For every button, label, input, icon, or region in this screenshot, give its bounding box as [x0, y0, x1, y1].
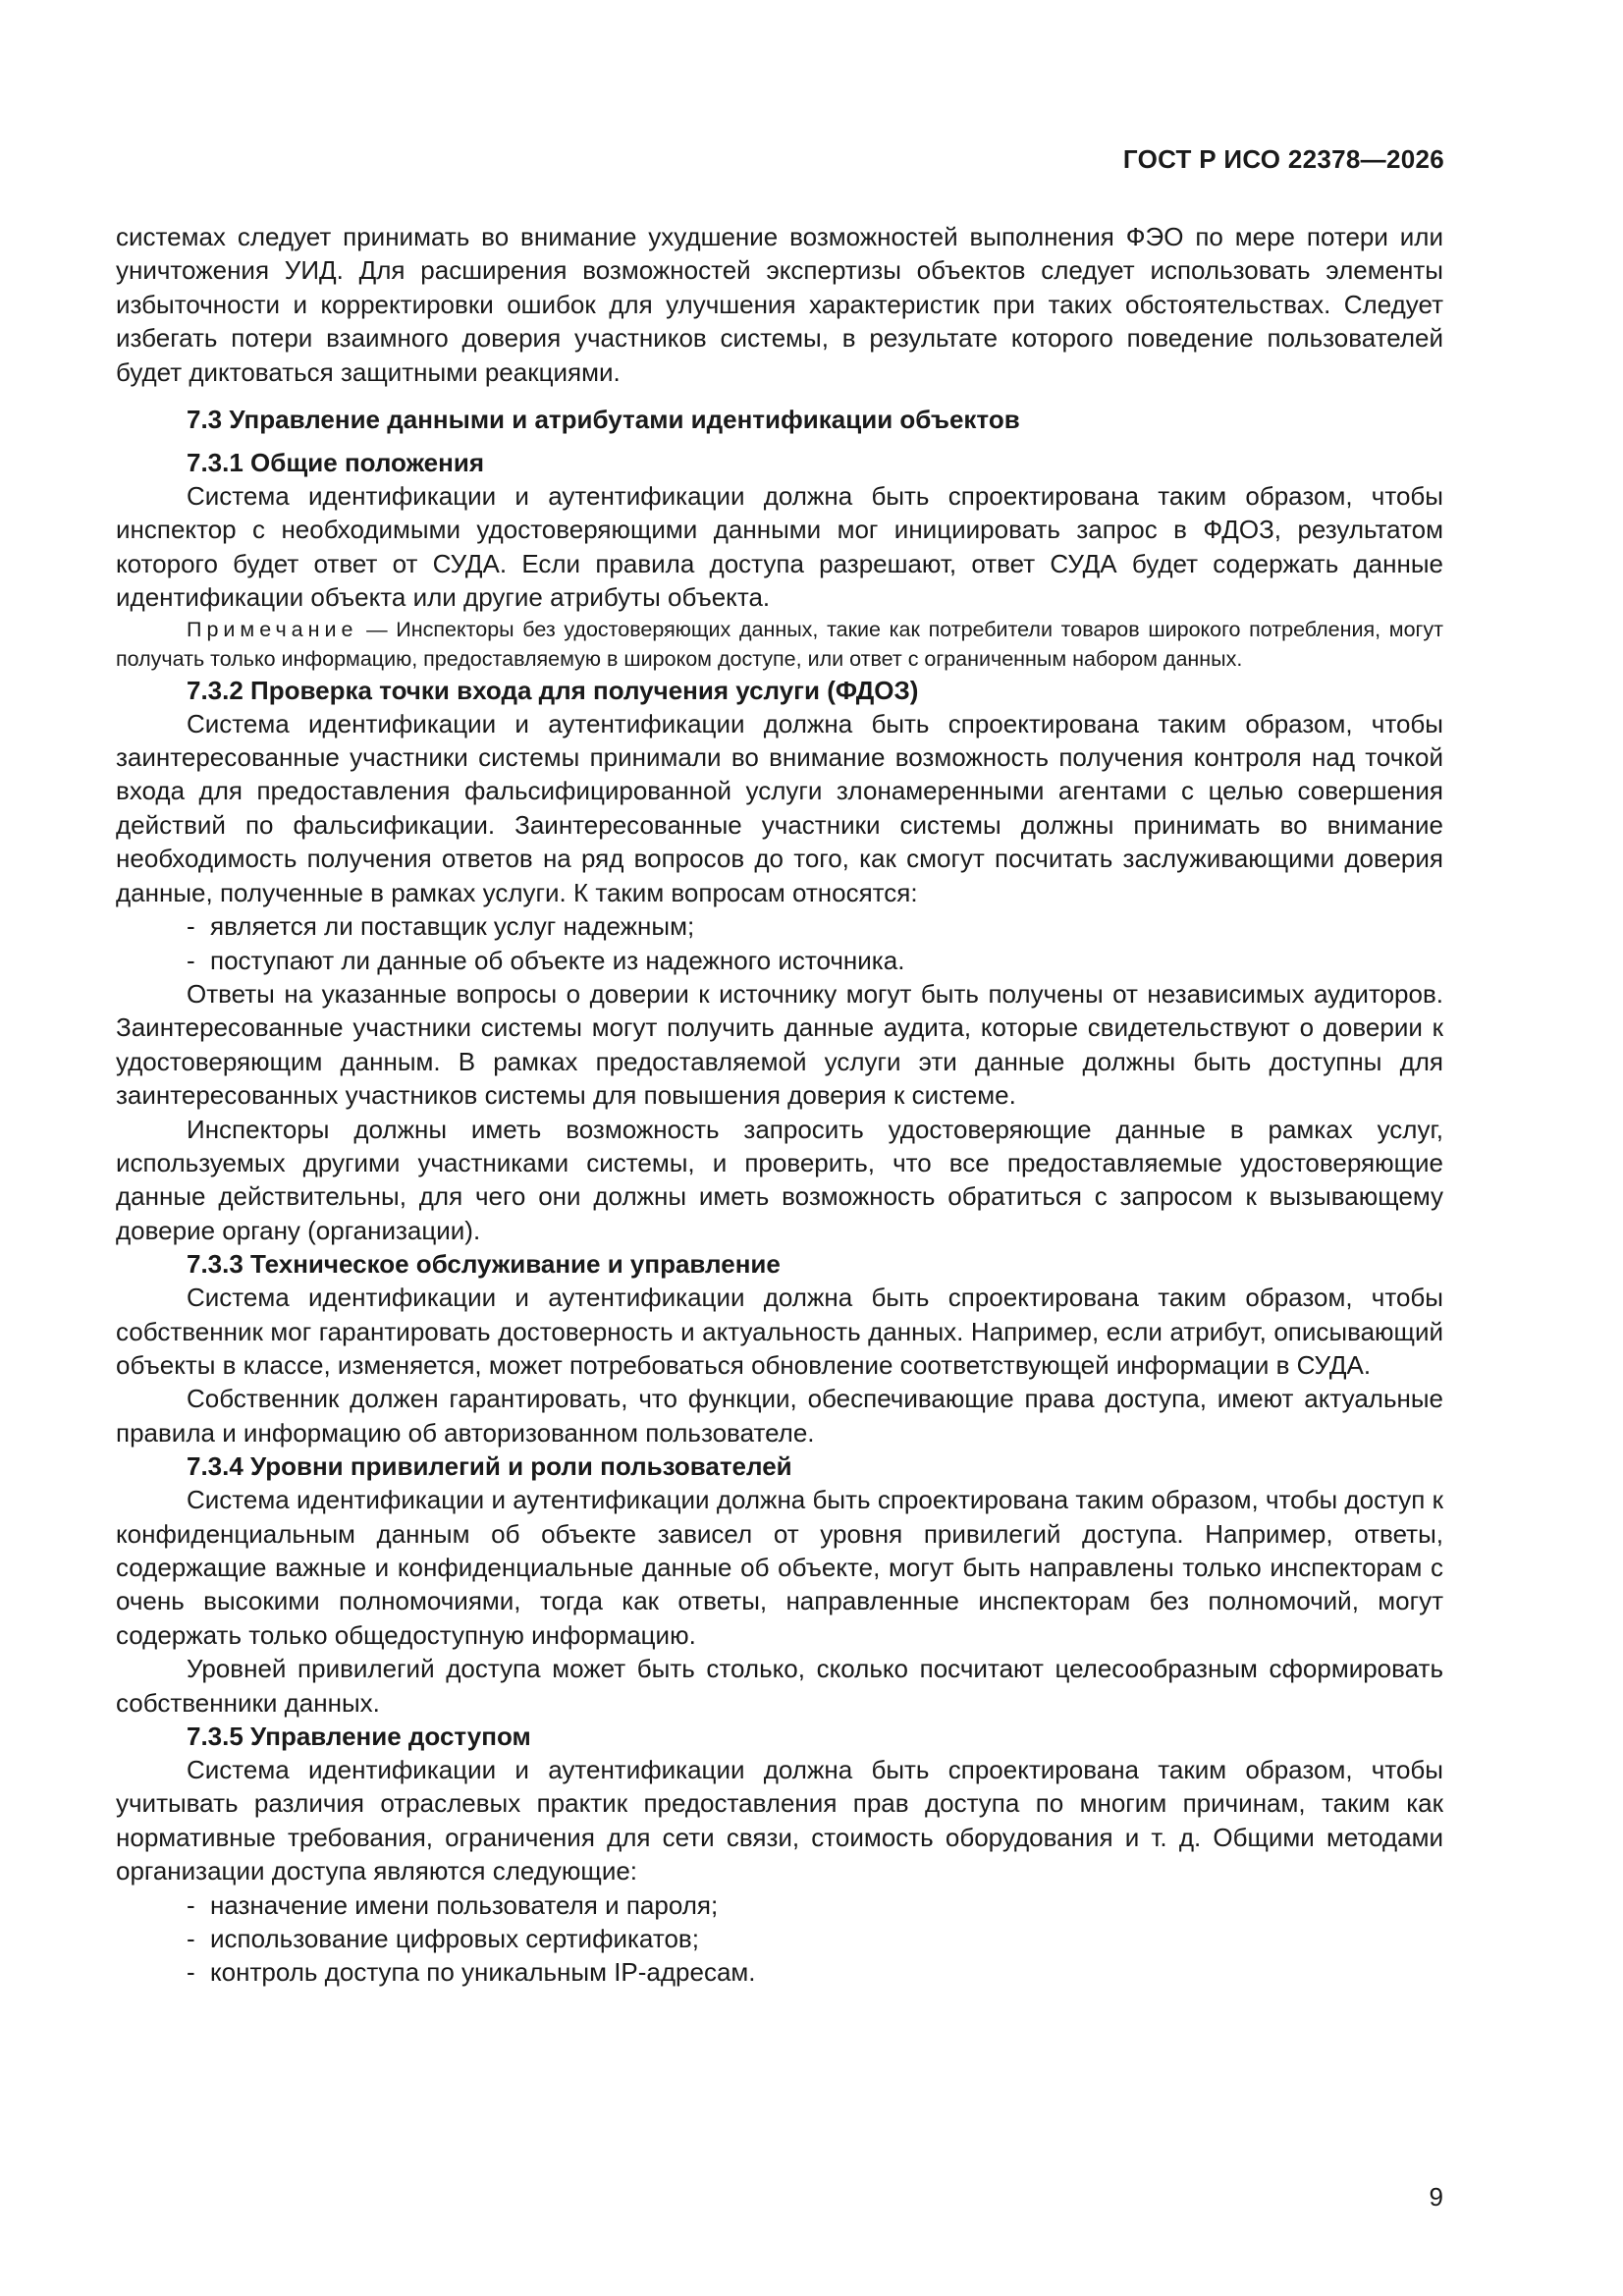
section-7-3-1-paragraph: Система идентификации и аутентификации должна быть спроектирована таким образом, чтобы инспектор с необходимыми удостоверяющими данными мог инициировать запрос в ФДОЗ, результатом которого будет ответ от СУДА. Если правила доступа разрешают, ответ СУДА будет содержать данные идентификации объекта или другие атрибуты объекта. [116, 481, 1443, 613]
section-7-3-3-paragraph-1: Система идентификации и аутентификации должна быть спроектирована таким образом, чтобы собственник мог гарантировать достоверность и актуальность данных. Например, если атрибут, описывающий объекты в классе, изменяется, может потребоваться обновление соответствующей информации в СУДА. [116, 1283, 1443, 1380]
section-7-3-3-heading: 7.3.3 Техническое обслуживание и управление [187, 1249, 781, 1280]
note-label: Примечание [187, 617, 358, 641]
section-7-3-1-heading: 7.3.1 Общие положения [187, 448, 484, 478]
section-7-3-5-list [116, 1888, 1443, 1990]
intro-paragraph: системах следует принимать во внимание ухудшение возможностей выполнения ФЭО по мере потери или уничтожения УИД. Для расширения возможностей экспертизы объектов следует использовать элементы избыточности и корректировки ошибок для улучшения характеристик при таких обстоятельствах. Следует избегать потери взаимного доверия участников системы, в результате которого поведение пользователей будет диктоваться защитными реакциями. [116, 222, 1443, 387]
section-7-3-4-heading: 7.3.4 Уровни привилегий и роли пользователей [187, 1451, 792, 1482]
page-number: 9 [1429, 2182, 1443, 2212]
document-body [116, 220, 1443, 1990]
list-item: - является ли поставщик услуг надежным; [187, 911, 695, 942]
list-item: - контроль доступа по уникальным IP-адресам. [187, 1957, 756, 1988]
section-7-3-5-heading: 7.3.5 Управление доступом [187, 1722, 531, 1752]
section-7-3-heading: 7.3 Управление данными и атрибутами идентификации объектов [187, 405, 1020, 435]
list-item: - назначение имени пользователя и пароля; [187, 1889, 719, 1920]
section-7-3-4-paragraph-1: Система идентификации и аутентификации должна быть спроектирована таким образом, чтобы доступ к конфиденциальным данным об объекте зависел от уровня привилегий доступа. Например, ответы, содержащие важные и конфиденциальные данные об объекте, могут быть направлены только инспекторам с очень высокими полномочиями, тогда как ответы, направленные инспекторам без полномочий, могут содержать только общедоступную информацию. [116, 1485, 1443, 1650]
list-item: - использование цифровых сертификатов; [187, 1924, 699, 1954]
section-7-3-2-heading: 7.3.2 Проверка точки входа для получения услуги (ФДОЗ) [187, 675, 919, 705]
section-7-3-2-paragraph-3: Инспекторы должны иметь возможность запросить удостоверяющие данные в рамках услуг, используемых другими участниками системы, и проверить, что все предоставляемые удостоверяющие данные действительны, для чего они должны иметь возможность обратиться с запросом к вызывающему доверие органу (организации). [116, 1114, 1443, 1245]
note-paragraph [116, 615, 1443, 674]
section-7-3-2-paragraph-1: Система идентификации и аутентификации должна быть спроектирована таким образом, чтобы заинтересованные участники системы принимали во внимание возможность получения контроля над точкой входа для предоставления фальсифицированной услуги злонамеренными агентами с целью совершения действий по фальсификации. Заинтересованные участники системы должны принимать во внимание необходимость получения ответов на ряд вопросов до того, как смогут посчитать заслуживающими доверия данные, полученные в рамках услуги. К таким вопросам относятся: [116, 708, 1443, 907]
section-7-3-4-paragraph-2: Уровней привилегий доступа может быть столько, сколько посчитают целесообразным сформировать собственники данных. [116, 1654, 1443, 1718]
section-7-3-3-paragraph-2: Собственник должен гарантировать, что функции, обеспечивающие права доступа, имеют актуальные правила и информацию об авторизованном пользователе. [116, 1384, 1443, 1448]
document-header: ГОСТ Р ИСО 22378—2026 [1122, 144, 1444, 174]
list-item: - поступают ли данные об объекте из надежного источника. [187, 945, 905, 975]
section-7-3-2-paragraph-2: Ответы на указанные вопросы о доверии к источнику могут быть получены от независимых аудиторов. Заинтересованные участники системы могут получить данные аудита, которые свидетельствуют о доверии к удостоверяющим данным. В рамках предоставляемой услуги эти данные должны быть доступны для заинтересованных участников системы для повышения доверия к системе. [116, 978, 1443, 1111]
section-7-3-2-list [116, 909, 1443, 977]
section-7-3-5-paragraph: Система идентификации и аутентификации должна быть спроектирована таким образом, чтобы учитывать различия отраслевых практик предоставления прав доступа по многим причинам, таким как нормативные требования, ограничения для сети связи, стоимость оборудования и т. д. Общими методами организации доступа являются следующие: [116, 1755, 1443, 1886]
note-text: — Инспекторы без удостоверяющих данных, такие как потребители товаров широкого потребления, могут получать только информацию, предоставляемую в широком доступе, или ответ с ограниченным набором данных. [116, 617, 1443, 671]
